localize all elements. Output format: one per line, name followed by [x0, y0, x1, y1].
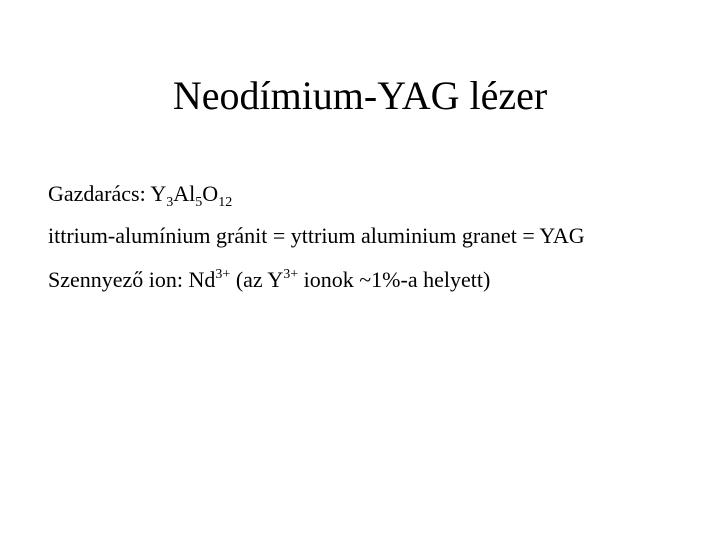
dopant-middle: (az Y — [230, 267, 284, 292]
nd-charge-superscript: 3+ — [215, 267, 231, 282]
dopant-ion-line — [48, 266, 490, 294]
formula-subscript: 3 — [166, 195, 174, 210]
slide-title: Neodímium-YAG lézer — [172, 73, 548, 118]
formula-part: O — [202, 181, 219, 206]
crystal-names-line: ittrium-alumínium gránit = yttrium aluminium granet = YAG — [48, 223, 585, 248]
host-lattice-label: Gazdarács: — [48, 181, 151, 206]
host-lattice-line — [48, 180, 232, 208]
dopant-prefix: Szennyező ion: Nd — [48, 267, 216, 292]
formula-part: Y — [150, 181, 167, 206]
host-formula — [150, 181, 233, 210]
formula-part: Al — [173, 181, 196, 206]
y-charge-superscript: 3+ — [283, 267, 299, 282]
dopant-suffix: ionok ~1%-a helyett) — [298, 267, 491, 292]
formula-subscript: 12 — [218, 195, 233, 210]
formula-subscript: 5 — [195, 195, 203, 210]
